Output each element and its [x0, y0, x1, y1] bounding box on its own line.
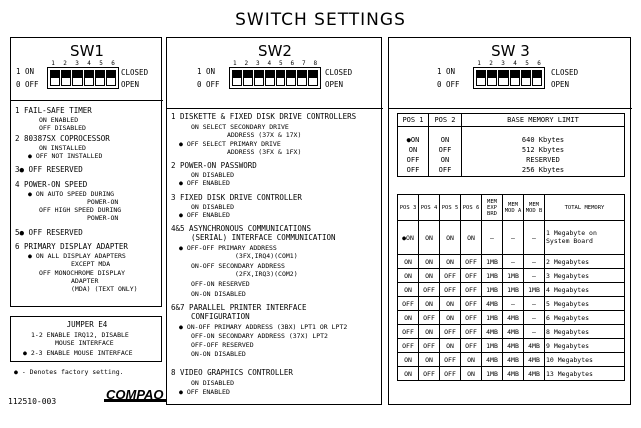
sw2-line: ● OFF SELECT PRIMARY DRIVE — [179, 140, 281, 148]
sw2-switch-number: 1 — [232, 60, 237, 67]
sw2-line: (3FX,IRQ4)(COM1) — [235, 252, 298, 260]
table-header: POS 6 — [461, 195, 482, 221]
table-row — [398, 255, 625, 269]
table-cell: 3 Megabytes — [545, 269, 625, 283]
sw1-panel — [10, 37, 162, 307]
table-cell: OFF — [440, 353, 461, 367]
table-header: BASE MEMORY LIMIT — [462, 114, 625, 127]
sw2-switch-number: 2 — [244, 60, 249, 67]
sw1-switch-number: 2 — [63, 60, 67, 67]
dip-toggle — [510, 70, 520, 86]
sw1-open-label: OPEN — [121, 80, 140, 89]
jumper-line: ● 2-3 ENABLE MOUSE INTERFACE — [23, 349, 133, 357]
page-title: SWITCH SETTINGS — [235, 10, 406, 30]
sw2-dip-switch — [229, 67, 321, 89]
table-cell: OFF — [398, 155, 429, 165]
sw3-switch-number: 5 — [525, 60, 529, 67]
sw3-switch-number: 3 — [501, 60, 505, 67]
factory-setting-note: ● - Denotes factory setting. — [14, 368, 124, 376]
sw2-line: ON-ON DISABLED — [191, 290, 246, 298]
sw1-line: 2 80387SX COPROCESSOR — [15, 134, 110, 143]
sw2-line: 2 POWER-ON PASSWORD — [171, 161, 257, 170]
table-cell: 512 Kbytes — [462, 145, 625, 155]
sw1-line: POWER-ON — [87, 214, 119, 222]
table-header: MEM MOD B — [524, 195, 545, 221]
table-cell: 13 Megabytes — [545, 367, 625, 381]
table-cell: ●ON — [398, 221, 419, 255]
table-cell: 1MB — [503, 283, 524, 297]
sw2-line: ADDRESS (37X & 17X) — [227, 131, 302, 139]
table-cell: 10 Megabytes — [545, 353, 625, 367]
dip-toggle — [476, 70, 486, 86]
table-cell: OFF — [461, 339, 482, 353]
sw2-line: 8 VIDEO GRAPHICS CONTROLLER — [171, 368, 293, 377]
table-cell: 1MB — [482, 255, 503, 269]
sw2-line: ON DISABLED — [191, 203, 235, 211]
table-cell: 1MB — [482, 269, 503, 283]
dip-toggle — [308, 70, 318, 86]
table-cell: 9 Megabytes — [545, 339, 625, 353]
dip-toggle — [276, 70, 286, 86]
sw3-on-label: 1 ON — [437, 67, 456, 76]
dip-toggle — [72, 70, 82, 86]
table-cell: — — [524, 255, 545, 269]
sw2-switch-number: 5 — [278, 60, 283, 67]
table-cell: ON — [440, 255, 461, 269]
sw3-switch-number: 6 — [537, 60, 541, 67]
table-cell: OFF — [419, 311, 440, 325]
sw2-line: OFF-ON SECONDARY ADDRESS (37X) LPT2 — [191, 332, 328, 340]
sw1-switch-number: 3 — [75, 60, 79, 67]
dip-toggle — [243, 70, 253, 86]
table-cell: ON — [440, 221, 461, 255]
sw2-line: OFF-ON RESERVED — [191, 280, 250, 288]
sw3-switch-number: 1 — [477, 60, 481, 67]
dip-toggle — [297, 70, 307, 86]
dip-toggle — [498, 70, 508, 86]
jumper-panel — [10, 316, 162, 362]
table-cell: OFF — [440, 283, 461, 297]
sw1-switch-number: 5 — [99, 60, 103, 67]
sw2-switch-number: 3 — [255, 60, 260, 67]
sw1-line: 6 PRIMARY DISPLAY ADAPTER — [15, 242, 128, 251]
table-cell: 1MB — [503, 269, 524, 283]
table-cell: — — [524, 269, 545, 283]
table-cell: 1MB — [482, 283, 503, 297]
sw1-line: ON ENABLED — [39, 116, 79, 124]
table-cell: — — [524, 297, 545, 311]
table-cell: — — [482, 221, 503, 255]
table-cell: ON — [440, 311, 461, 325]
table-row — [398, 155, 625, 165]
table-cell: — — [503, 255, 524, 269]
sw2-off-label: 0 OFF — [197, 80, 220, 89]
table-cell: OFF — [398, 325, 419, 339]
base-memory-table — [397, 113, 625, 177]
table-cell: 2 Megabytes — [545, 255, 625, 269]
sw1-line: OFF DISABLED — [39, 124, 86, 132]
table-cell: ●ON — [398, 135, 429, 145]
table-cell: — — [524, 311, 545, 325]
table-cell: 4MB — [482, 325, 503, 339]
sw2-line: OFF-OFF RESERVED — [191, 341, 254, 349]
table-cell: OFF — [419, 367, 440, 381]
sw2-switch-number: 4 — [267, 60, 272, 67]
table-cell: 4MB — [503, 353, 524, 367]
table-cell: ON — [398, 145, 429, 155]
sw2-line: (2FX,IRQ3)(COM2) — [235, 270, 298, 278]
table-cell: ON — [398, 283, 419, 297]
table-header: POS 1 — [398, 114, 429, 127]
sw2-switch-number: 8 — [313, 60, 318, 67]
table-cell: 640 Kbytes — [462, 135, 625, 145]
table-cell: 4MB — [524, 339, 545, 353]
sw2-line: (SERIAL) INTERFACE COMMUNICATION — [191, 233, 336, 242]
table-cell: ON — [398, 353, 419, 367]
table-cell: OFF — [419, 339, 440, 353]
table-cell: OFF — [398, 339, 419, 353]
table-cell: OFF — [440, 269, 461, 283]
table-cell: OFF — [398, 297, 419, 311]
sw2-switch-number: 7 — [301, 60, 306, 67]
table-cell: OFF — [429, 145, 462, 155]
table-cell: — — [503, 221, 524, 255]
sw2-line: CONFIGURATION — [191, 312, 250, 321]
sw1-line: EXCEPT MDA — [71, 260, 111, 268]
sw3-switch-numbers — [473, 60, 545, 67]
table-cell: ON — [461, 221, 482, 255]
table-cell: 1 Megabyte on System Board — [545, 221, 625, 255]
sw1-dip-switch — [47, 67, 119, 89]
part-number: 112510-003 — [8, 397, 57, 406]
table-cell: OFF — [461, 297, 482, 311]
table-row — [398, 221, 625, 255]
table-cell: ON — [419, 269, 440, 283]
table-cell: 4 Megabytes — [545, 283, 625, 297]
sw1-switch-number: 4 — [87, 60, 91, 67]
table-cell: 4MB — [503, 325, 524, 339]
sw1-line: (MDA) (TEXT ONLY) — [71, 285, 138, 293]
table-cell: OFF — [461, 311, 482, 325]
table-cell: ON — [398, 367, 419, 381]
table-row — [398, 135, 625, 145]
table-cell: 4MB — [503, 311, 524, 325]
sw1-switch-number: 6 — [111, 60, 115, 67]
table-cell: ON — [440, 297, 461, 311]
dip-toggle — [286, 70, 296, 86]
sw1-line: ● ON AUTO SPEED DURING — [28, 190, 115, 198]
sw1-line: ● OFF NOT INSTALLED — [28, 152, 103, 160]
sw2-switch-number: 6 — [290, 60, 295, 67]
sw1-off-label: 0 OFF — [16, 80, 39, 89]
sw3-closed-label: CLOSED — [551, 68, 579, 77]
table-cell: 256 Kbytes — [462, 165, 625, 177]
sw2-line: ADDRESS (3FX & 1FX) — [227, 148, 302, 156]
sw3-dip-switch — [473, 67, 545, 89]
sw2-line: ON DISABLED — [191, 171, 235, 179]
sw3-switch-number: 4 — [513, 60, 517, 67]
sw1-line: OFF HIGH SPEED DURING — [39, 206, 122, 214]
dip-toggle — [265, 70, 275, 86]
table-cell: ON — [398, 269, 419, 283]
sw2-open-label: OPEN — [325, 80, 344, 89]
dip-toggle — [232, 70, 242, 86]
table-cell: ON — [398, 255, 419, 269]
table-cell: ON — [419, 221, 440, 255]
sw2-line: ON SELECT SECONDARY DRIVE — [191, 123, 289, 131]
sw3-open-label: OPEN — [551, 80, 570, 89]
dip-toggle — [521, 70, 531, 86]
dip-toggle — [50, 70, 60, 86]
table-cell: — — [503, 297, 524, 311]
table-cell: OFF — [461, 269, 482, 283]
sw2-line: ● OFF-OFF PRIMARY ADDRESS — [179, 244, 277, 252]
sw1-line: ON INSTALLED — [39, 144, 86, 152]
jumper-line: MOUSE INTERFACE — [55, 339, 114, 347]
table-cell: 4MB — [503, 367, 524, 381]
sw1-switch-number: 1 — [51, 60, 55, 67]
table-cell: 1MB — [482, 339, 503, 353]
sw1-line: 1 FAIL-SAFE TIMER — [15, 106, 92, 115]
table-cell: 4MB — [482, 353, 503, 367]
table-cell: 5 Megabytes — [545, 297, 625, 311]
sw3-title: SW 3 — [491, 42, 530, 60]
table-cell: 4MB — [524, 353, 545, 367]
sw1-title: SW1 — [70, 42, 104, 60]
table-row — [398, 367, 625, 381]
svg-text:COMPAQ: COMPAQ — [106, 388, 164, 402]
sw1-on-label: 1 ON — [16, 67, 35, 76]
table-cell: ON — [398, 311, 419, 325]
table-cell: RESERVED — [462, 155, 625, 165]
sw2-on-label: 1 ON — [197, 67, 216, 76]
sw2-line: 6&7 PARALLEL PRINTER INTERFACE — [171, 303, 307, 312]
table-row — [398, 339, 625, 353]
table-header: POS 4 — [419, 195, 440, 221]
dip-toggle — [95, 70, 105, 86]
table-row — [398, 283, 625, 297]
dip-toggle — [106, 70, 116, 86]
table-row — [398, 311, 625, 325]
table-cell: OFF — [429, 165, 462, 177]
table-row — [398, 269, 625, 283]
table-row — [398, 145, 625, 155]
sw1-line: 3● OFF RESERVED — [15, 165, 83, 174]
sw2-line: ON-OFF SECONDARY ADDRESS — [191, 262, 285, 270]
table-header: POS 3 — [398, 195, 419, 221]
table-cell: — — [524, 221, 545, 255]
sw2-line: 4&5 ASYNCHRONOUS COMMUNICATIONS — [171, 224, 311, 233]
table-cell: ON — [461, 367, 482, 381]
table-cell: OFF — [440, 367, 461, 381]
table-cell: ON — [419, 353, 440, 367]
dip-toggle — [61, 70, 71, 86]
table-header: POS 2 — [429, 114, 462, 127]
table-cell: ON — [440, 339, 461, 353]
sw2-line: 1 DISKETTE & FIXED DISK DRIVE CONTROLLERS — [171, 112, 357, 121]
sw1-line: OFF MONOCHROME DISPLAY — [39, 269, 126, 277]
table-cell: OFF — [461, 283, 482, 297]
table-cell: OFF — [398, 165, 429, 177]
sw1-line: ADAPTER — [71, 277, 99, 285]
table-cell: 8 Megabytes — [545, 325, 625, 339]
sw3-switch-number: 2 — [489, 60, 493, 67]
table-cell: OFF — [419, 283, 440, 297]
table-cell: ON — [419, 297, 440, 311]
table-cell: ON — [429, 155, 462, 165]
sw2-title: SW2 — [258, 42, 292, 60]
sw2-closed-label: CLOSED — [325, 68, 353, 77]
sw2-line: ON DISABLED — [191, 379, 235, 387]
table-cell: 1MB — [482, 367, 503, 381]
sw1-line: POWER-ON — [87, 198, 119, 206]
table-cell: OFF — [461, 255, 482, 269]
compaq-logo — [104, 388, 166, 403]
table-cell: ON — [419, 255, 440, 269]
table-cell: 1MB — [524, 283, 545, 297]
jumper-title: JUMPER E4 — [66, 320, 108, 329]
total-memory-table — [397, 194, 625, 381]
sw2-line: ON-ON DISABLED — [191, 350, 246, 358]
table-cell: — — [524, 325, 545, 339]
table-cell: OFF — [461, 325, 482, 339]
sw1-switch-numbers — [47, 60, 119, 67]
table-row — [398, 297, 625, 311]
sw1-line: 4 POWER-ON SPEED — [15, 180, 88, 189]
sw3-panel — [388, 37, 631, 405]
sw1-line: ● ON ALL DISPLAY ADAPTERS — [28, 252, 126, 260]
table-cell: ON — [429, 135, 462, 145]
dip-toggle — [532, 70, 542, 86]
table-cell: 1MB — [482, 311, 503, 325]
dip-toggle — [84, 70, 94, 86]
jumper-line: 1-2 ENABLE IRQ12, DISABLE — [31, 331, 129, 339]
table-row — [398, 325, 625, 339]
table-header: POS 5 — [440, 195, 461, 221]
table-row — [398, 353, 625, 367]
sw2-line: 3 FIXED DISK DRIVE CONTROLLER — [171, 193, 302, 202]
table-header: MEM EXP BRD — [482, 195, 503, 221]
table-cell: 4MB — [482, 297, 503, 311]
table-cell: OFF — [440, 325, 461, 339]
sw2-line: ● OFF ENABLED — [179, 179, 230, 187]
table-cell: ON — [461, 353, 482, 367]
table-cell: 4MB — [503, 339, 524, 353]
sw3-off-label: 0 OFF — [437, 80, 460, 89]
dip-toggle — [487, 70, 497, 86]
sw2-line: ● OFF ENABLED — [179, 388, 230, 396]
dip-toggle — [254, 70, 264, 86]
sw2-line: ● ON-OFF PRIMARY ADDRESS (3BX) LPT1 OR LPT2 — [179, 323, 348, 331]
table-cell: 4MB — [524, 367, 545, 381]
sw1-closed-label: CLOSED — [121, 68, 149, 77]
table-header: TOTAL MEMORY — [545, 195, 625, 221]
table-header: MEM MOD A — [503, 195, 524, 221]
table-row — [398, 165, 625, 177]
table-cell: 6 Megabytes — [545, 311, 625, 325]
sw2-switch-numbers — [229, 60, 321, 67]
sw2-panel — [166, 37, 382, 405]
table-cell: ON — [419, 325, 440, 339]
sw1-line: 5● OFF RESERVED — [15, 228, 83, 237]
sw2-line: ● OFF ENABLED — [179, 211, 230, 219]
